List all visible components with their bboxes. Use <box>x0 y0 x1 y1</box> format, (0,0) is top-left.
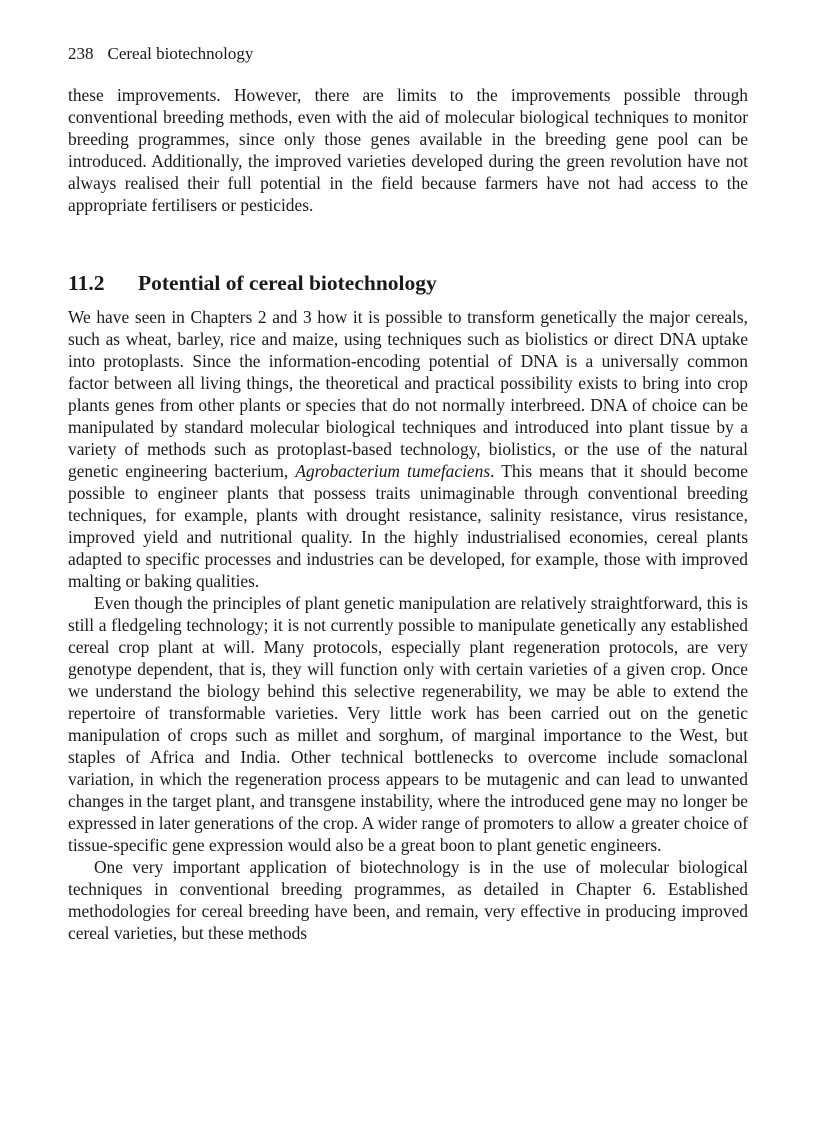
paragraph-1-text-start: We have seen in Chapters 2 and 3 how it is possible to transform genetically the major cereals, such as wheat, barley, rice and maize, using techniques such as biolistics or direct DNA uptake into protoplasts. Since the information-encoding potential of DNA is a universally common factor between all living things, the theoretical and practical possibility exists to bring into crop plants genes from other plants or species that do not normally interbreed. DNA of choice can be manipulated by standard molecular biological techniques and introduced into plant tissue by a variety of methods such as protoplast-based technology, biolistics, or the use of the natural genetic engineering bacterium, <box>68 307 748 481</box>
book-page <box>68 42 748 944</box>
section-paragraph-1 <box>68 306 748 592</box>
page-number: 238 <box>68 44 94 63</box>
section-paragraph-2: Even though the principles of plant genetic manipulation are relatively straightforward, this is still a fledgeling technology; it is not currently possible to manipulate genetically any established cereal crop plant at will. Many protocols, especially plant regeneration protocols, are very genotype dependent, that is, they will function only with certain varieties of a given crop. Once we understand the biology behind this selective regenerability, we may be able to extend the repertoire of transformable varieties. Very little work has been carried out on the genetic manipulation of crops such as millet and sorghum, of marginal importance to the West, but staples of Africa and India. Other technical bottlenecks to overcome include somaclonal variation, in which the regeneration process appears to be mutagenic and can lead to unwanted changes in the target plant, and transgene instability, where the introduced gene may no longer be expressed in later generations of the crop. A wider range of promoters to allow a greater choice of tissue-specific gene expression would also be a great boon to plant genetic engineers. <box>68 593 748 855</box>
species-name-italic: Agrobacterium tumefaciens <box>295 461 491 481</box>
intro-paragraph: these improvements. However, there are limits to the improvements possible through conventional breeding methods, even with the aid of molecular biological techniques to monitor breeding programmes, since only those genes available in the breeding gene pool can be introduced. Additionally, the improved varieties developed during the green revolution have not always realised their full potential in the field because farmers have not had access to the appropriate fertilisers or pesticides. <box>68 85 748 215</box>
section-paragraph-3: One very important application of biotechnology is in the use of molecular biological techniques in conventional breeding programmes, as detailed in Chapter 6. Established methodologies for cereal breeding have been, and remain, very effective in producing improved cereal varieties, but these methods <box>68 857 748 943</box>
running-head <box>68 42 748 66</box>
paragraph-1-text-end: . This means that it should become possible to engineer plants that possess traits unimaginable through conventional breeding techniques, for example, plants with drought resistance, salinity resistance, virus resistance, improved yield and nutritional quality. In the highly industrialised economies, cereal plants adapted to specific processes and industries can be developed, for example, those with improved malting or baking qualities. <box>68 461 748 591</box>
section-title: Potential of cereal biotechnology <box>138 271 437 295</box>
section-heading <box>68 268 748 298</box>
section-number: 11.2 <box>68 271 105 295</box>
running-head-title: Cereal biotechnology <box>107 44 254 63</box>
